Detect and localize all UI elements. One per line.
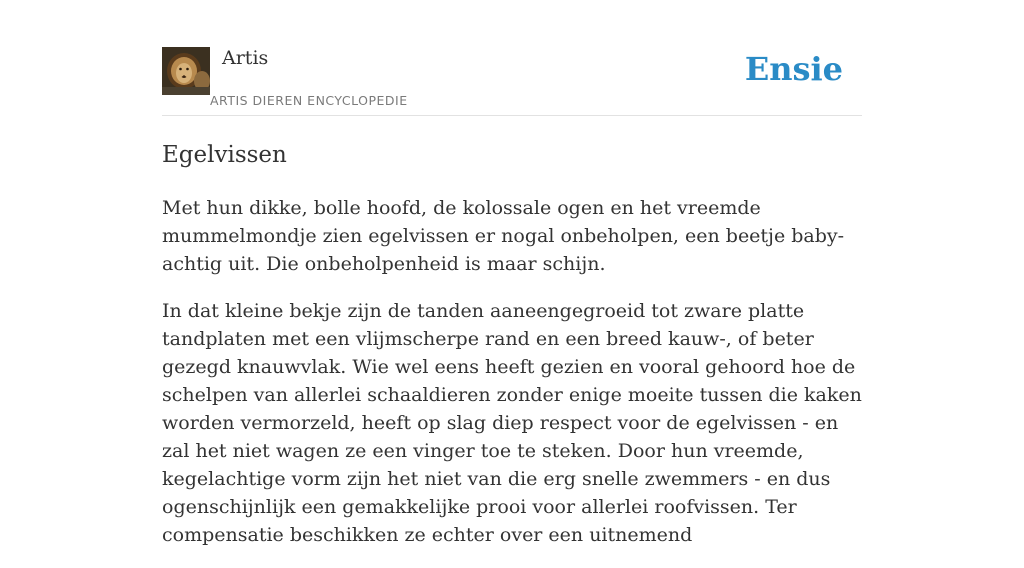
author-avatar[interactable]: [162, 47, 210, 95]
author-subtitle[interactable]: ARTIS DIEREN ENCYCLOPEDIE: [210, 93, 408, 108]
brand-logo[interactable]: Ensie: [744, 50, 843, 88]
lion-avatar-icon: [162, 47, 210, 95]
header: [162, 0, 862, 116]
article-body: [162, 194, 862, 549]
article-paragraph: In dat kleine bekje zijn de tanden aaneengegroeid tot zware platte tandplaten met een vlijmscherpe rand en een breed kauw-, of beter gezegd knauwvlak. Wie wel eens heeft gezien en vooral gehoord hoe de schelpen van allerlei schaaldieren zonder enige moeite tussen die kaken worden vermorzeld, heeft op slag diep respect voor de egelvissen - en zal het niet wagen ze een vinger toe te steken. Door hun vreemde, kegelachtige vorm zijn het niet van die erg snelle zwemmers - en dus ogenschijnlijk een gemakkelijke prooi voor allerlei roofvissen. Ter compensatie beschikken ze echter over een uitnemend: [162, 300, 862, 546]
article-title: Egelvissen: [162, 142, 287, 168]
content-container: [162, 0, 862, 568]
article-paragraph: Met hun dikke, bolle hoofd, de kolossale ogen en het vreemde mummelmondje zien egelvissen er nogal onbeholpen, een beetje baby-achtig uit. Die onbeholpenheid is maar schijn.: [162, 197, 845, 275]
author-name[interactable]: Artis: [222, 47, 269, 69]
